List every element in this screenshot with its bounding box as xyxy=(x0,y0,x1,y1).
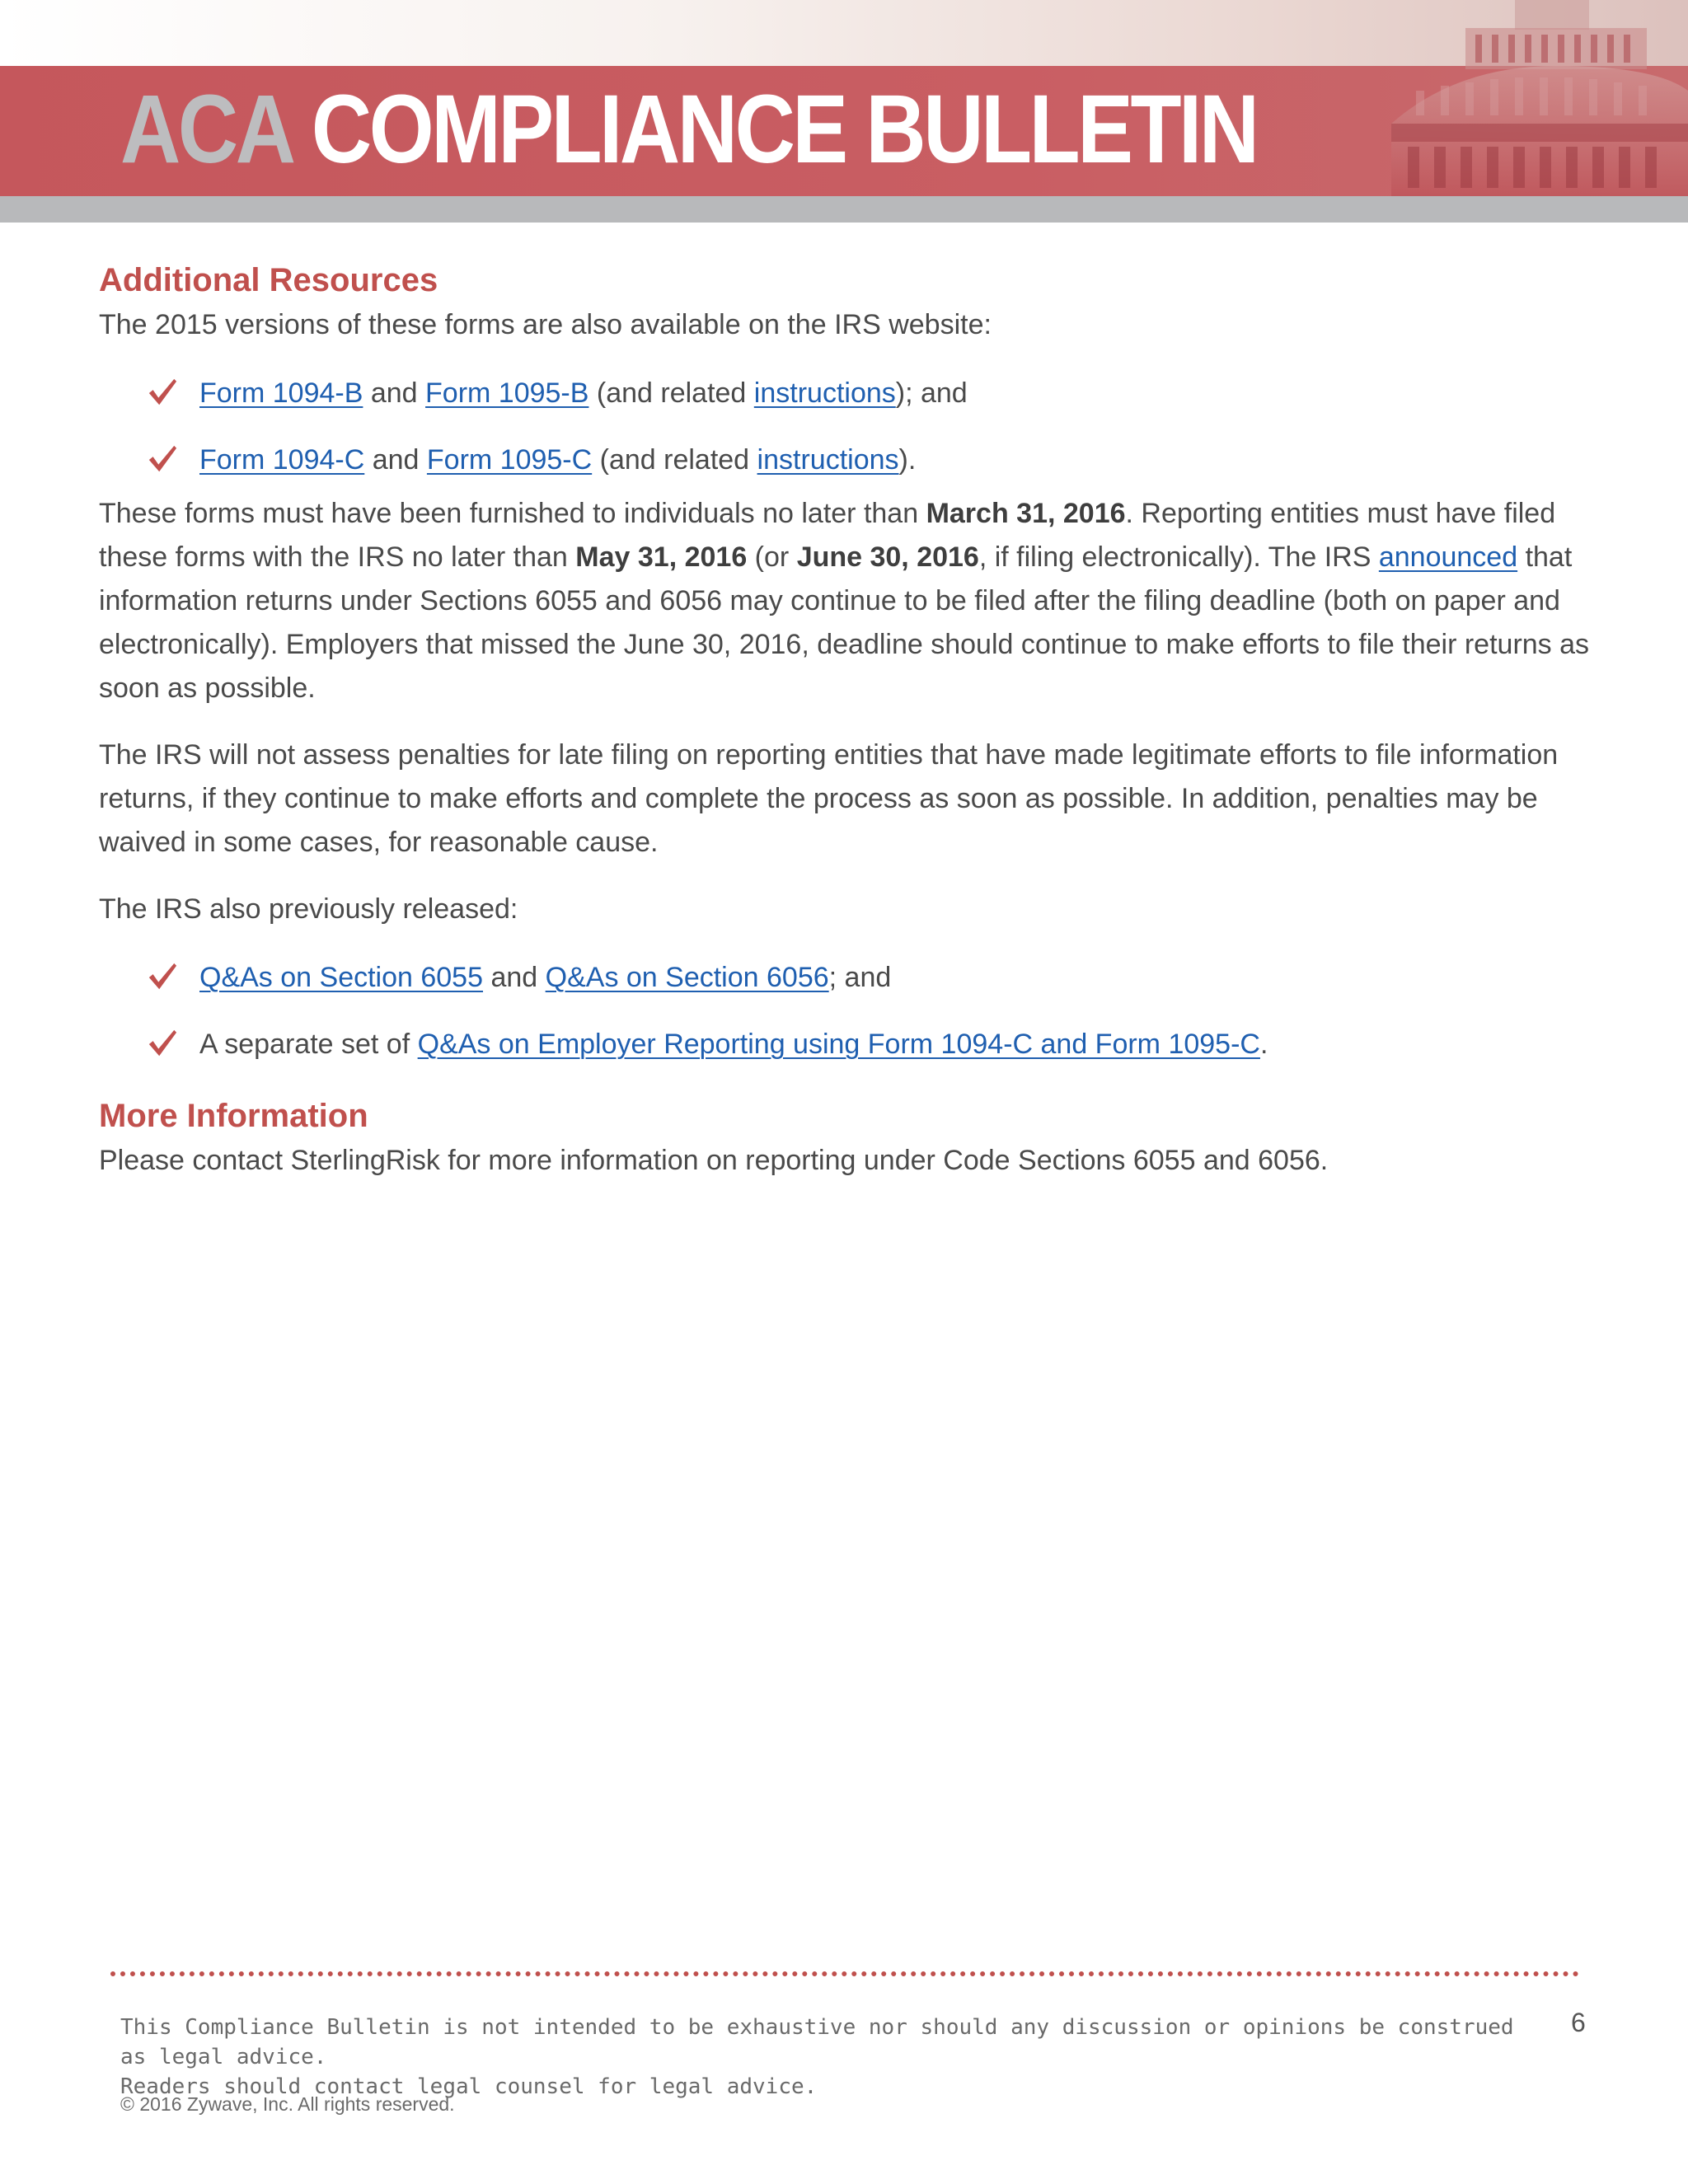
red-checkmark-icon xyxy=(147,1028,178,1059)
deadlines-paragraph xyxy=(99,492,1591,710)
footer-disclaimer xyxy=(120,2013,1522,2102)
bulletin-title xyxy=(120,76,1257,183)
additional-resources-heading: Additional Resources xyxy=(99,262,438,298)
paragraph-text: . Reporting entities must have filed these forms with the IRS no later than xyxy=(99,498,1556,573)
main-content xyxy=(99,259,1591,1183)
red-checkmark-icon xyxy=(147,443,178,475)
banner-gray-strip xyxy=(0,196,1688,223)
list-item xyxy=(99,956,1591,1000)
page-number: 6 xyxy=(1571,2008,1586,2037)
disclaimer-line: Readers should contact legal counsel for legal advice. xyxy=(120,2074,818,2099)
list-item xyxy=(99,438,1591,482)
form-1094-c-link[interactable]: Form 1094-C xyxy=(199,444,365,476)
penalties-paragraph: The IRS will not assess penalties for late filing on reporting entities that have made legitimate efforts to file information returns, if they continue to make efforts and complete the process as soon as possible. In addition, penalties may be waived in some cases, for reasonable cause. xyxy=(99,739,1559,858)
instructions-c-link[interactable]: instructions xyxy=(757,444,899,476)
bullet-text: and xyxy=(364,444,427,476)
date-june-30: June 30, 2016 xyxy=(796,541,979,573)
list-item xyxy=(99,1023,1591,1066)
bullet-text: ; and xyxy=(828,962,892,993)
bullet-text: and xyxy=(363,377,426,409)
list-item xyxy=(99,372,1591,415)
bullet-text: ); and xyxy=(895,377,968,409)
red-checkmark-icon xyxy=(147,377,178,408)
bullet-text: and xyxy=(483,962,546,993)
footer-divider xyxy=(110,1971,1579,1976)
copyright: © 2016 Zywave, Inc. All rights reserved. xyxy=(120,2093,455,2115)
paragraph-text: , if filing electronically). The IRS xyxy=(978,541,1379,573)
qa-section-6055-link[interactable]: Q&As on Section 6055 xyxy=(199,962,484,993)
previously-released-intro: The IRS also previously released: xyxy=(99,893,518,925)
bullet-text: (and related xyxy=(592,444,757,476)
red-checkmark-icon xyxy=(147,961,178,992)
more-information-heading: More Information xyxy=(99,1098,368,1134)
form-1095-c-link[interactable]: Form 1095-C xyxy=(426,444,593,476)
forms-list xyxy=(99,372,1591,482)
disclaimer-line: This Compliance Bulletin is not intended to be exhaustive nor should any discussion or opinions be construed as legal advice. xyxy=(120,2015,1514,2069)
bullet-text: A separate set of xyxy=(199,1029,418,1060)
bulletin-title-aca: ACA xyxy=(120,75,293,184)
additional-resources-intro: The 2015 versions of these forms are also available on the IRS website: xyxy=(99,309,992,340)
paragraph-text: These forms must have been furnished to individuals no later than xyxy=(99,498,926,529)
instructions-b-link[interactable]: instructions xyxy=(753,377,896,409)
capitol-dome-image xyxy=(1334,0,1688,196)
bullet-text: ). xyxy=(898,444,917,476)
qa-employer-reporting-link[interactable]: Q&As on Employer Reporting using Form 1094-C and Form 1095-C xyxy=(417,1029,1260,1060)
paragraph-text: (or xyxy=(747,541,797,573)
form-1095-b-link[interactable]: Form 1095-B xyxy=(425,377,589,409)
bullet-text: . xyxy=(1259,1029,1268,1060)
qa-section-6056-link[interactable]: Q&As on Section 6056 xyxy=(545,962,829,993)
date-march-31: March 31, 2016 xyxy=(926,498,1126,529)
released-list xyxy=(99,956,1591,1066)
date-may-31: May 31, 2016 xyxy=(575,541,748,573)
bulletin-title-main: COMPLIANCE BULLETIN xyxy=(311,75,1257,184)
paragraph-text: that information returns under Sections 6055 and 6056 may continue to be filed after the filing deadline (both on paper and electronically). Employers that missed the June 30, 2016, deadline should continue to make efforts to file their returns as soon as possible. xyxy=(99,541,1590,704)
form-1094-b-link[interactable]: Form 1094-B xyxy=(199,377,363,409)
announced-link[interactable]: announced xyxy=(1378,541,1518,573)
more-information-text: Please contact SterlingRisk for more information on reporting under Code Sections 6055 and 6056. xyxy=(99,1145,1329,1176)
bullet-text: (and related xyxy=(588,377,754,409)
